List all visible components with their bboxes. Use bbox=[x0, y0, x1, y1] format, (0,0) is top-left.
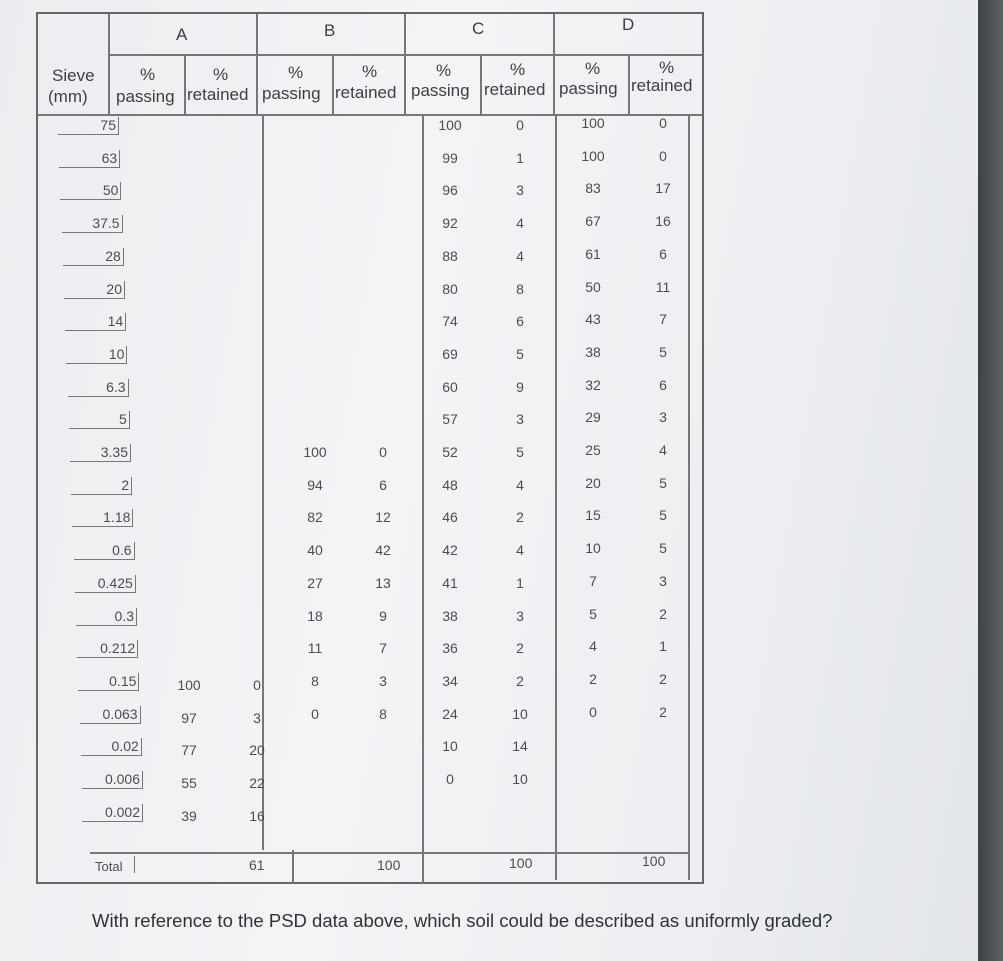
sieve-size: 3.35 bbox=[100, 444, 128, 460]
soil-D-retained-value: 5 bbox=[659, 343, 667, 360]
soil-D-passing-value: 67 bbox=[585, 213, 601, 230]
soil-D-retained-value: 3 bbox=[659, 409, 667, 426]
col-a-retained: retained bbox=[187, 85, 249, 104]
soil-C-passing-value: 69 bbox=[442, 345, 458, 362]
soil-D-passing-value: 50 bbox=[585, 278, 601, 295]
soil-D-passing-value: 100 bbox=[581, 147, 605, 164]
soil-A-retained-value: 22 bbox=[249, 775, 265, 791]
col-d-passing-pct: % bbox=[585, 59, 601, 78]
col-a-passing: passing bbox=[116, 87, 175, 106]
soil-D-retained-value: 2 bbox=[659, 605, 667, 622]
grid-line bbox=[292, 850, 294, 884]
soil-B-retained-value: 6 bbox=[379, 476, 387, 493]
soil-D-passing-value: 0 bbox=[589, 703, 597, 720]
grid-line bbox=[404, 14, 406, 114]
group-header-d: D bbox=[622, 15, 635, 34]
soil-D-passing-value: 4 bbox=[589, 638, 597, 655]
soil-C-retained-value: 4 bbox=[516, 542, 524, 559]
soil-C-retained-value: 3 bbox=[516, 607, 524, 624]
total-c: 100 bbox=[509, 855, 533, 871]
grid-line bbox=[553, 14, 555, 114]
soil-B-retained-value: 7 bbox=[379, 640, 387, 657]
grid-line bbox=[108, 14, 110, 114]
soil-D-passing-value: 20 bbox=[585, 474, 601, 491]
soil-C-retained-value: 1 bbox=[516, 149, 524, 166]
soil-D-retained-value: 17 bbox=[655, 180, 671, 197]
soil-C-retained-value: 2 bbox=[516, 640, 524, 657]
grid-line bbox=[688, 114, 690, 880]
col-d-retained-pct: % bbox=[659, 58, 675, 77]
group-header-a: A bbox=[176, 25, 188, 44]
soil-D-retained-value: 16 bbox=[655, 213, 671, 230]
sieve-size: 0.063 bbox=[102, 705, 138, 722]
sieve-size: 0.425 bbox=[97, 574, 133, 591]
soil-D-passing-value: 61 bbox=[585, 245, 601, 262]
soil-D-retained-value: 5 bbox=[659, 474, 667, 491]
soil-C-passing-value: 41 bbox=[442, 574, 458, 591]
soil-C-retained-value: 9 bbox=[516, 378, 524, 395]
soil-C-retained-value: 1 bbox=[516, 574, 524, 591]
soil-C-passing-value: 92 bbox=[442, 215, 458, 232]
sieve-size: 0.15 bbox=[109, 672, 137, 689]
soil-C-passing-value: 57 bbox=[442, 411, 458, 428]
soil-D-passing-value: 43 bbox=[585, 311, 601, 328]
soil-B-passing-value: 40 bbox=[307, 542, 323, 559]
total-b: 100 bbox=[377, 857, 401, 873]
sieve-size: 75 bbox=[100, 117, 116, 133]
soil-C-passing-value: 80 bbox=[442, 280, 458, 297]
soil-C-retained-value: 5 bbox=[516, 345, 524, 362]
soil-C-passing-value: 48 bbox=[442, 476, 458, 493]
grid-line bbox=[422, 114, 424, 850]
soil-B-passing-value: 82 bbox=[307, 509, 323, 526]
soil-A-passing-value: 55 bbox=[181, 775, 197, 791]
soil-B-retained-value: 12 bbox=[375, 509, 391, 526]
soil-C-passing-value: 99 bbox=[442, 149, 458, 166]
soil-D-passing-value: 32 bbox=[585, 376, 601, 393]
col-d-passing: passing bbox=[559, 79, 618, 98]
grid-line bbox=[332, 54, 334, 114]
sieve-size: 28 bbox=[105, 247, 121, 264]
soil-C-retained-value: 5 bbox=[516, 444, 524, 460]
soil-D-passing-value: 5 bbox=[589, 605, 597, 622]
soil-D-passing-value: 7 bbox=[589, 572, 597, 589]
soil-D-retained-value: 1 bbox=[659, 638, 667, 655]
soil-C-retained-value: 4 bbox=[516, 247, 524, 264]
soil-A-retained-value: 0 bbox=[253, 676, 261, 693]
sieve-size: 0.02 bbox=[111, 738, 139, 755]
soil-D-retained-value: 6 bbox=[659, 245, 667, 262]
soil-B-retained-value: 9 bbox=[379, 607, 387, 624]
soil-C-passing-value: 10 bbox=[442, 738, 458, 755]
soil-D-retained-value: 4 bbox=[659, 442, 667, 458]
col-c-retained: retained bbox=[484, 80, 546, 99]
sieve-size: 63 bbox=[101, 149, 118, 166]
sieve-size: 37.5 bbox=[92, 215, 120, 232]
sieve-size: 1.18 bbox=[103, 509, 131, 526]
soil-C-retained-value: 3 bbox=[516, 411, 524, 428]
sieve-unit-header: (mm) bbox=[48, 87, 88, 106]
sieve-size: 0.002 bbox=[104, 803, 140, 820]
soil-A-passing-value: 77 bbox=[181, 742, 197, 759]
grid-line bbox=[90, 852, 690, 854]
soil-B-retained-value: 3 bbox=[379, 672, 387, 689]
soil-D-passing-value: 25 bbox=[585, 442, 601, 458]
sieve-size: 2 bbox=[121, 476, 130, 493]
soil-D-retained-value: 0 bbox=[659, 115, 667, 131]
soil-B-passing-value: 94 bbox=[307, 476, 323, 493]
soil-C-passing-value: 52 bbox=[442, 444, 458, 460]
soil-C-passing-value: 60 bbox=[442, 378, 458, 395]
soil-C-retained-value: 4 bbox=[516, 215, 524, 232]
background-edge bbox=[978, 0, 1003, 961]
soil-C-retained-value: 2 bbox=[516, 672, 524, 689]
soil-C-retained-value: 0 bbox=[516, 117, 524, 133]
total-d: 100 bbox=[642, 853, 666, 869]
soil-B-passing-value: 100 bbox=[303, 444, 327, 460]
col-c-passing-pct: % bbox=[436, 61, 452, 80]
soil-A-passing-value: 97 bbox=[181, 709, 197, 726]
sieve-size: 10 bbox=[108, 345, 125, 362]
group-header-b: B bbox=[324, 21, 336, 40]
soil-A-retained-value: 3 bbox=[253, 709, 261, 726]
soil-D-retained-value: 0 bbox=[659, 147, 667, 164]
col-b-passing-pct: % bbox=[288, 63, 304, 82]
soil-C-retained-value: 8 bbox=[516, 280, 524, 297]
sieve-size: 6.3 bbox=[106, 378, 126, 395]
col-d-retained: retained bbox=[631, 76, 693, 95]
total-a: 61 bbox=[249, 857, 265, 873]
soil-A-retained-value: 16 bbox=[249, 807, 265, 824]
soil-A-retained-value: 20 bbox=[249, 742, 265, 759]
soil-D-passing-value: 38 bbox=[585, 343, 601, 360]
soil-C-passing-value: 36 bbox=[442, 640, 458, 657]
soil-C-retained-value: 6 bbox=[516, 313, 524, 330]
soil-D-retained-value: 6 bbox=[659, 376, 667, 393]
sieve-size: 0.212 bbox=[100, 640, 136, 657]
soil-D-passing-value: 100 bbox=[581, 115, 605, 131]
soil-C-retained-value: 3 bbox=[516, 182, 524, 199]
soil-C-retained-value: 2 bbox=[516, 509, 524, 526]
grid-line bbox=[480, 54, 482, 114]
soil-C-passing-value: 88 bbox=[442, 247, 458, 264]
grid-line bbox=[262, 114, 264, 850]
soil-D-passing-value: 29 bbox=[585, 409, 601, 426]
sieve-size: 20 bbox=[106, 280, 122, 297]
soil-D-passing-value: 83 bbox=[585, 180, 601, 197]
soil-B-passing-value: 11 bbox=[307, 640, 323, 657]
col-c-retained-pct: % bbox=[510, 60, 526, 79]
soil-D-retained-value: 2 bbox=[659, 703, 667, 720]
soil-C-passing-value: 46 bbox=[442, 509, 458, 526]
soil-D-retained-value: 7 bbox=[659, 311, 667, 328]
soil-D-passing-value: 2 bbox=[589, 670, 597, 687]
soil-D-passing-value: 15 bbox=[585, 507, 601, 524]
soil-B-retained-value: 13 bbox=[375, 574, 391, 591]
soil-C-passing-value: 0 bbox=[446, 771, 454, 787]
soil-B-passing-value: 18 bbox=[307, 607, 323, 624]
sieve-header: Sieve bbox=[52, 66, 95, 85]
col-b-retained-pct: % bbox=[362, 62, 378, 81]
sieve-size: 5 bbox=[119, 411, 127, 428]
soil-D-retained-value: 3 bbox=[659, 572, 667, 589]
soil-B-passing-value: 27 bbox=[307, 574, 323, 591]
soil-C-retained-value: 14 bbox=[512, 738, 528, 755]
soil-B-passing-value: 8 bbox=[311, 672, 319, 689]
grid-line bbox=[555, 114, 557, 880]
soil-C-passing-value: 74 bbox=[442, 313, 458, 330]
soil-C-passing-value: 96 bbox=[442, 182, 458, 199]
soil-C-passing-value: 24 bbox=[442, 705, 458, 722]
soil-D-retained-value: 5 bbox=[659, 507, 667, 524]
soil-C-retained-value: 10 bbox=[512, 705, 528, 722]
sieve-size: 50 bbox=[102, 182, 119, 199]
question-text: With reference to the PSD data above, which soil could be described as uniformly graded? bbox=[92, 910, 833, 931]
grid-line bbox=[628, 54, 630, 114]
grid-line bbox=[184, 54, 186, 114]
col-b-retained: retained bbox=[335, 83, 397, 102]
soil-C-passing-value: 38 bbox=[442, 607, 458, 624]
total-label: Total bbox=[95, 859, 123, 874]
soil-D-retained-value: 2 bbox=[659, 670, 667, 687]
group-header-c: C bbox=[472, 19, 485, 38]
grid-line bbox=[256, 14, 258, 114]
sieve-size: 14 bbox=[107, 313, 124, 330]
soil-D-retained-value: 5 bbox=[659, 540, 667, 557]
sieve-size: 0.6 bbox=[112, 542, 132, 559]
soil-A-passing-value: 39 bbox=[181, 807, 197, 824]
soil-C-passing-value: 42 bbox=[442, 542, 458, 559]
soil-D-passing-value: 10 bbox=[585, 540, 601, 557]
soil-C-passing-value: 100 bbox=[438, 117, 462, 133]
soil-B-retained-value: 42 bbox=[375, 542, 391, 559]
sieve-size: 0.3 bbox=[114, 607, 134, 624]
col-b-passing: passing bbox=[262, 84, 321, 103]
soil-C-passing-value: 34 bbox=[442, 672, 458, 689]
grid-line bbox=[422, 850, 424, 884]
soil-A-passing-value: 100 bbox=[177, 676, 201, 693]
col-a-retained-pct: % bbox=[213, 65, 229, 84]
col-a-passing-pct: % bbox=[140, 65, 156, 84]
soil-B-retained-value: 0 bbox=[379, 444, 387, 460]
sieve-size: 0.006 bbox=[104, 771, 140, 787]
soil-D-retained-value: 11 bbox=[655, 278, 671, 295]
soil-C-retained-value: 10 bbox=[512, 771, 528, 787]
soil-C-retained-value: 4 bbox=[516, 476, 524, 493]
grid-line bbox=[108, 54, 702, 56]
col-c-passing: passing bbox=[411, 81, 470, 100]
soil-B-passing-value: 0 bbox=[311, 705, 319, 722]
soil-B-retained-value: 8 bbox=[379, 705, 387, 722]
